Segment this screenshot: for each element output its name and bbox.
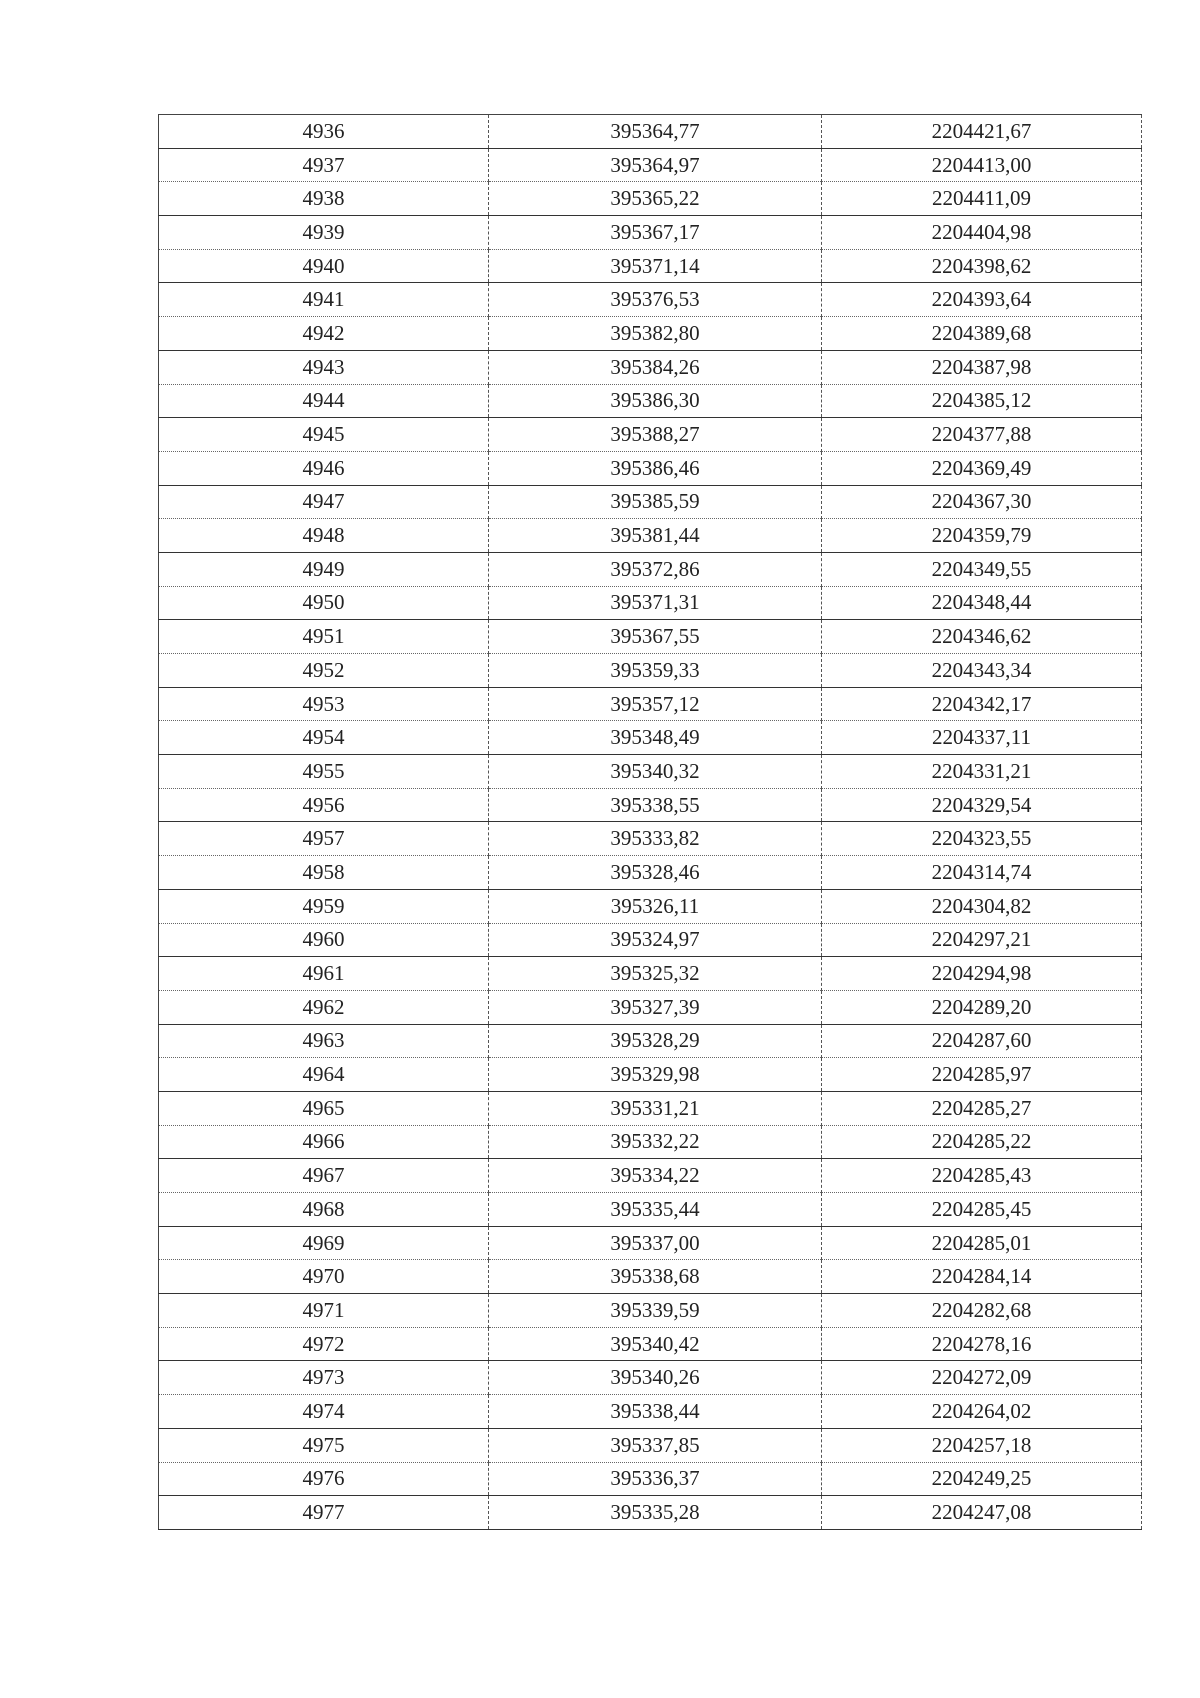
x-coordinate-cell: 395376,53	[489, 283, 822, 317]
table-row	[159, 485, 1142, 519]
y-coordinate-cell: 2204329,54	[822, 788, 1142, 822]
point-number-cell: 4939	[159, 216, 489, 250]
table-row	[159, 1395, 1142, 1429]
y-coordinate-cell: 2204247,08	[822, 1496, 1142, 1530]
y-coordinate-cell: 2204285,45	[822, 1193, 1142, 1227]
table-row	[159, 1361, 1142, 1395]
y-coordinate-cell: 2204323,55	[822, 822, 1142, 856]
x-coordinate-cell: 395328,29	[489, 1024, 822, 1058]
table-row	[159, 889, 1142, 923]
y-coordinate-cell: 2204342,17	[822, 687, 1142, 721]
point-number-cell: 4947	[159, 485, 489, 519]
table-row	[159, 822, 1142, 856]
y-coordinate-cell: 2204278,16	[822, 1327, 1142, 1361]
x-coordinate-cell: 395326,11	[489, 889, 822, 923]
x-coordinate-cell: 395386,46	[489, 451, 822, 485]
x-coordinate-cell: 395371,31	[489, 586, 822, 620]
table-row	[159, 1260, 1142, 1294]
table-row	[159, 654, 1142, 688]
x-coordinate-cell: 395325,32	[489, 957, 822, 991]
table-row	[159, 1327, 1142, 1361]
table-row	[159, 283, 1142, 317]
point-number-cell: 4953	[159, 687, 489, 721]
x-coordinate-cell: 395335,28	[489, 1496, 822, 1530]
x-coordinate-cell: 395328,46	[489, 856, 822, 890]
table-row	[159, 317, 1142, 351]
point-number-cell: 4967	[159, 1159, 489, 1193]
point-number-cell: 4961	[159, 957, 489, 991]
point-number-cell: 4962	[159, 990, 489, 1024]
point-number-cell: 4965	[159, 1091, 489, 1125]
table-row	[159, 552, 1142, 586]
y-coordinate-cell: 2204314,74	[822, 856, 1142, 890]
table-row	[159, 957, 1142, 991]
table-row	[159, 216, 1142, 250]
point-number-cell: 4945	[159, 418, 489, 452]
table-row	[159, 856, 1142, 890]
point-number-cell: 4971	[159, 1294, 489, 1328]
y-coordinate-cell: 2204285,22	[822, 1125, 1142, 1159]
x-coordinate-cell: 395367,55	[489, 620, 822, 654]
y-coordinate-cell: 2204411,09	[822, 182, 1142, 216]
x-coordinate-cell: 395372,86	[489, 552, 822, 586]
table-row	[159, 721, 1142, 755]
table-row	[159, 418, 1142, 452]
point-number-cell: 4972	[159, 1327, 489, 1361]
table-row	[159, 620, 1142, 654]
table-row	[159, 350, 1142, 384]
y-coordinate-cell: 2204421,67	[822, 115, 1142, 149]
point-number-cell: 4959	[159, 889, 489, 923]
x-coordinate-cell: 395340,26	[489, 1361, 822, 1395]
y-coordinate-cell: 2204387,98	[822, 350, 1142, 384]
x-coordinate-cell: 395336,37	[489, 1462, 822, 1496]
point-number-cell: 4946	[159, 451, 489, 485]
table-row	[159, 1058, 1142, 1092]
table-row	[159, 1462, 1142, 1496]
x-coordinate-cell: 395364,77	[489, 115, 822, 149]
point-number-cell: 4974	[159, 1395, 489, 1429]
x-coordinate-cell: 395338,68	[489, 1260, 822, 1294]
y-coordinate-cell: 2204264,02	[822, 1395, 1142, 1429]
x-coordinate-cell: 395331,21	[489, 1091, 822, 1125]
table-row	[159, 115, 1142, 149]
table-row	[159, 148, 1142, 182]
point-number-cell: 4968	[159, 1193, 489, 1227]
y-coordinate-cell: 2204377,88	[822, 418, 1142, 452]
y-coordinate-cell: 2204285,01	[822, 1226, 1142, 1260]
x-coordinate-cell: 395364,97	[489, 148, 822, 182]
y-coordinate-cell: 2204348,44	[822, 586, 1142, 620]
table-row	[159, 519, 1142, 553]
table-row	[159, 687, 1142, 721]
table-row	[159, 586, 1142, 620]
y-coordinate-cell: 2204398,62	[822, 249, 1142, 283]
point-number-cell: 4937	[159, 148, 489, 182]
point-number-cell: 4949	[159, 552, 489, 586]
y-coordinate-cell: 2204393,64	[822, 283, 1142, 317]
table-row	[159, 1193, 1142, 1227]
point-number-cell: 4940	[159, 249, 489, 283]
x-coordinate-cell: 395381,44	[489, 519, 822, 553]
x-coordinate-cell: 395340,42	[489, 1327, 822, 1361]
y-coordinate-cell: 2204285,43	[822, 1159, 1142, 1193]
x-coordinate-cell: 395324,97	[489, 923, 822, 957]
y-coordinate-cell: 2204369,49	[822, 451, 1142, 485]
y-coordinate-cell: 2204272,09	[822, 1361, 1142, 1395]
x-coordinate-cell: 395348,49	[489, 721, 822, 755]
table-row	[159, 451, 1142, 485]
x-coordinate-cell: 395334,22	[489, 1159, 822, 1193]
point-number-cell: 4973	[159, 1361, 489, 1395]
table-row	[159, 1226, 1142, 1260]
point-number-cell: 4938	[159, 182, 489, 216]
coordinates-table	[158, 114, 1142, 1530]
x-coordinate-cell: 395385,59	[489, 485, 822, 519]
point-number-cell: 4975	[159, 1428, 489, 1462]
x-coordinate-cell: 395382,80	[489, 317, 822, 351]
x-coordinate-cell: 395329,98	[489, 1058, 822, 1092]
x-coordinate-cell: 395371,14	[489, 249, 822, 283]
x-coordinate-cell: 395338,55	[489, 788, 822, 822]
point-number-cell: 4966	[159, 1125, 489, 1159]
point-number-cell: 4969	[159, 1226, 489, 1260]
x-coordinate-cell: 395340,32	[489, 755, 822, 789]
x-coordinate-cell: 395327,39	[489, 990, 822, 1024]
point-number-cell: 4948	[159, 519, 489, 553]
point-number-cell: 4951	[159, 620, 489, 654]
table-row	[159, 755, 1142, 789]
x-coordinate-cell: 395332,22	[489, 1125, 822, 1159]
y-coordinate-cell: 2204297,21	[822, 923, 1142, 957]
x-coordinate-cell: 395384,26	[489, 350, 822, 384]
coordinates-table-body	[159, 115, 1142, 1530]
x-coordinate-cell: 395339,59	[489, 1294, 822, 1328]
x-coordinate-cell: 395359,33	[489, 654, 822, 688]
point-number-cell: 4960	[159, 923, 489, 957]
y-coordinate-cell: 2204385,12	[822, 384, 1142, 418]
point-number-cell: 4963	[159, 1024, 489, 1058]
x-coordinate-cell: 395333,82	[489, 822, 822, 856]
x-coordinate-cell: 395335,44	[489, 1193, 822, 1227]
x-coordinate-cell: 395386,30	[489, 384, 822, 418]
table-row	[159, 1294, 1142, 1328]
y-coordinate-cell: 2204389,68	[822, 317, 1142, 351]
y-coordinate-cell: 2204349,55	[822, 552, 1142, 586]
y-coordinate-cell: 2204413,00	[822, 148, 1142, 182]
y-coordinate-cell: 2204284,14	[822, 1260, 1142, 1294]
x-coordinate-cell: 395337,00	[489, 1226, 822, 1260]
y-coordinate-cell: 2204343,34	[822, 654, 1142, 688]
table-row	[159, 182, 1142, 216]
y-coordinate-cell: 2204257,18	[822, 1428, 1142, 1462]
table-row	[159, 1125, 1142, 1159]
point-number-cell: 4954	[159, 721, 489, 755]
table-row	[159, 923, 1142, 957]
point-number-cell: 4955	[159, 755, 489, 789]
point-number-cell: 4941	[159, 283, 489, 317]
y-coordinate-cell: 2204249,25	[822, 1462, 1142, 1496]
y-coordinate-cell: 2204282,68	[822, 1294, 1142, 1328]
y-coordinate-cell: 2204359,79	[822, 519, 1142, 553]
table-row	[159, 1159, 1142, 1193]
point-number-cell: 4958	[159, 856, 489, 890]
y-coordinate-cell: 2204367,30	[822, 485, 1142, 519]
x-coordinate-cell: 395337,85	[489, 1428, 822, 1462]
point-number-cell: 4952	[159, 654, 489, 688]
x-coordinate-cell: 395388,27	[489, 418, 822, 452]
table-row	[159, 249, 1142, 283]
point-number-cell: 4936	[159, 115, 489, 149]
point-number-cell: 4943	[159, 350, 489, 384]
table-row	[159, 990, 1142, 1024]
y-coordinate-cell: 2204285,27	[822, 1091, 1142, 1125]
table-row	[159, 788, 1142, 822]
y-coordinate-cell: 2204287,60	[822, 1024, 1142, 1058]
point-number-cell: 4956	[159, 788, 489, 822]
y-coordinate-cell: 2204337,11	[822, 721, 1142, 755]
y-coordinate-cell: 2204346,62	[822, 620, 1142, 654]
table-row	[159, 1496, 1142, 1530]
y-coordinate-cell: 2204304,82	[822, 889, 1142, 923]
table-row	[159, 1428, 1142, 1462]
point-number-cell: 4950	[159, 586, 489, 620]
table-row	[159, 384, 1142, 418]
x-coordinate-cell: 395365,22	[489, 182, 822, 216]
y-coordinate-cell: 2204404,98	[822, 216, 1142, 250]
point-number-cell: 4977	[159, 1496, 489, 1530]
table-row	[159, 1091, 1142, 1125]
x-coordinate-cell: 395357,12	[489, 687, 822, 721]
point-number-cell: 4944	[159, 384, 489, 418]
x-coordinate-cell: 395367,17	[489, 216, 822, 250]
y-coordinate-cell: 2204294,98	[822, 957, 1142, 991]
table-row	[159, 1024, 1142, 1058]
x-coordinate-cell: 395338,44	[489, 1395, 822, 1429]
point-number-cell: 4970	[159, 1260, 489, 1294]
y-coordinate-cell: 2204331,21	[822, 755, 1142, 789]
y-coordinate-cell: 2204285,97	[822, 1058, 1142, 1092]
point-number-cell: 4964	[159, 1058, 489, 1092]
point-number-cell: 4976	[159, 1462, 489, 1496]
point-number-cell: 4957	[159, 822, 489, 856]
y-coordinate-cell: 2204289,20	[822, 990, 1142, 1024]
point-number-cell: 4942	[159, 317, 489, 351]
